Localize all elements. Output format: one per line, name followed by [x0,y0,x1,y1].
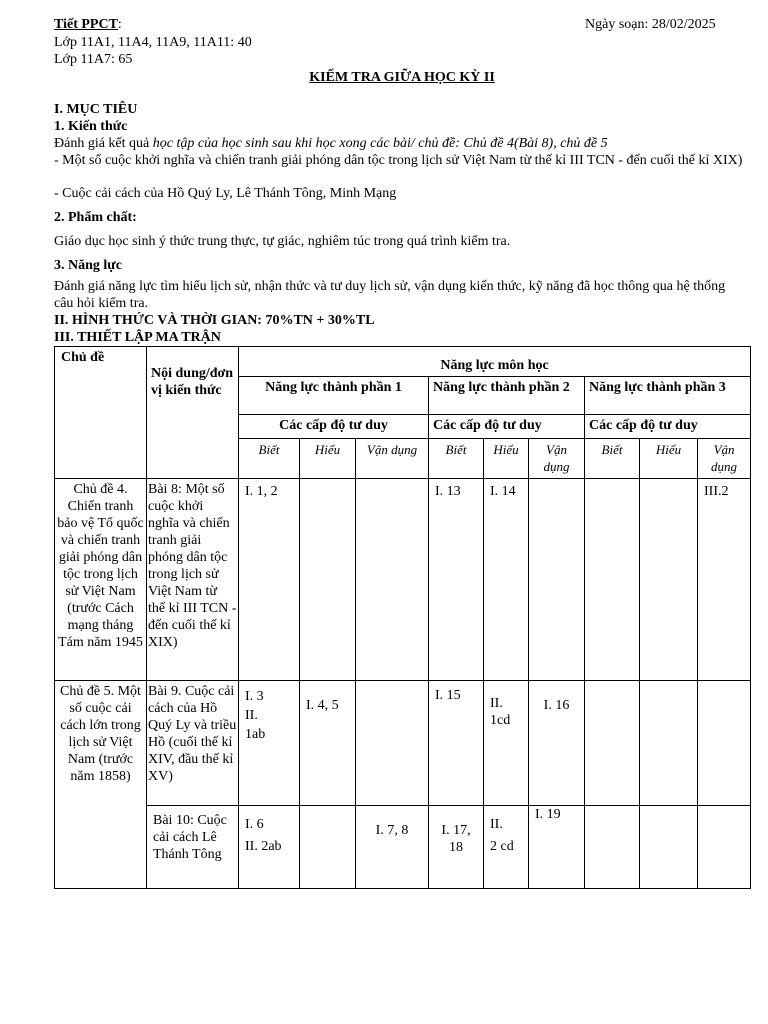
table-row [55,479,751,681]
c2-understand-cell [484,806,529,889]
level-apply-2: Vận dụng [529,439,585,479]
component-3-header: Năng lực thành phần 3 [585,377,751,415]
c2-apply-cell: I. 16 [529,681,585,806]
knowledge-intro-plain: Đánh giá kết quả [54,136,153,151]
header-row-1 [55,347,751,377]
c2-know-cell: I. 13 [429,479,484,681]
level-apply-1: Vận dụng [356,439,429,479]
level-know-2: Biết [429,439,484,479]
format-heading: II. HÌNH THỨC VÀ THỜI GIAN: 70%TN + 30%TL [54,313,375,328]
c3-know-cell [585,479,640,681]
c1-understand-cell: I. 4, 5 [300,681,356,806]
knowledge-item-2: - Cuộc cải cách của Hồ Quý Ly, Lê Thánh Tông, Minh Mạng [54,186,397,201]
c3-apply-cell [698,681,751,806]
level-apply-3: Vận dụng [698,439,751,479]
c1-know-cell [239,681,300,806]
c1-apply-cell: I. 7, 8 [356,806,429,889]
qualities-heading: 2. Phẩm chất: [54,210,137,225]
matrix-heading: III. THIẾT LẬP MA TRẬN [54,330,221,345]
levels-1-header: Các cấp độ tư duy [239,415,429,439]
col-competence-header: Năng lực môn học [239,347,751,377]
component-2-header: Năng lực thành phần 2 [429,377,585,415]
c1-understand-cell [300,806,356,889]
competence-text: Đánh giá năng lực tìm hiểu lịch sử, nhận thức và tư duy lịch sử, vận dụng kiến thức, kỹ năng đã học thông qua hệ thống câu hỏi kiểm tra. [54,279,726,311]
c1-apply-cell [356,681,429,806]
c2-understand-cell [484,681,529,806]
c2-know-cell: I. 17, 18 [429,806,484,889]
topic-cell: Chủ đề 5. Một số cuộc cải cách lớn trong lịch sử Việt Nam (trước năm 1858) [55,681,147,889]
lesson-cell: Bài 9. Cuộc cải cách của Hồ Quý Ly và triều Hồ (cuối thế kỉ XIV, đầu thế kỉ XV) [147,681,239,806]
lesson-cell: Bài 10: Cuộc cải cách Lê Thánh Tông [147,806,239,889]
c2-understand-line-1: II. [490,696,503,711]
c3-understand-cell [640,681,698,806]
col-content-header: Nội dung/đơn vị kiến thức [147,347,239,479]
c3-apply-cell: III.2 [698,479,751,681]
document-title: KIỂM TRA GIỮA HỌC KỲ II [309,70,495,85]
prep-date: Ngày soạn: 28/02/2025 [585,17,716,32]
topic-cell: Chủ đề 4. Chiến tranh bảo vệ Tổ quốc và chiến tranh giải phóng dân tộc trong lịch sử Việt Nam (trước Cách mạng tháng Tám năm 1945 [55,479,147,681]
c1-know-line-1: I. 6 [245,817,264,832]
class-line-1: Lớp 11A1, 11A4, 11A9, 11A11: 40 [54,35,252,50]
c2-know-cell: I. 15 [429,681,484,806]
class-line-2: Lớp 11A7: 65 [54,52,133,67]
knowledge-intro-italic: học tập của học sinh sau khi học xong các bài/ chủ đề: Chủ đề 4(Bài 8), chủ đề 5 [152,136,608,151]
c2-understand-cell: I. 14 [484,479,529,681]
level-understand-3: Hiểu [640,439,698,479]
competence-heading: 3. Năng lực [54,258,122,273]
period-line: Tiết PPCT: [54,17,122,32]
c3-know-cell [585,681,640,806]
c1-know-line-2: II. [245,708,258,723]
table-row [55,806,751,889]
lesson-cell: Bài 8: Một số cuộc khởi nghĩa và chiến tranh giải phóng dân tộc trong lịch sử Việt Nam từ thế kỉ III TCN - đến cuối thế kỉ XIX) [147,479,239,681]
knowledge-item-1: - Một số cuộc khởi nghĩa và chiến tranh giải phóng dân tộc trong lịch sử Việt Nam từ thế kỉ III TCN - đến cuối thế kỉ XIX) [54,153,743,168]
c2-understand-line-2: 1cd [490,713,511,728]
c1-apply-cell [356,479,429,681]
col-topic-header: Chủ đề [55,347,147,479]
knowledge-intro [54,135,608,152]
qualities-text: Giáo dục học sinh ý thức trung thực, tự giác, nghiêm túc trong quá trình kiểm tra. [54,234,511,249]
c1-understand-cell [300,479,356,681]
component-1-header: Năng lực thành phần 1 [239,377,429,415]
c2-understand-line-1: II. [490,817,503,832]
level-understand-1: Hiểu [300,439,356,479]
c3-apply-cell [698,806,751,889]
c1-know-line-3: 1ab [245,727,266,742]
c3-understand-cell [640,806,698,889]
c1-know-cell: I. 1, 2 [239,479,300,681]
level-know-1: Biết [239,439,300,479]
c3-know-cell [585,806,640,889]
levels-3-header: Các cấp độ tư duy [585,415,751,439]
level-know-3: Biết [585,439,640,479]
period-label: Tiết PPCT [54,17,118,32]
c2-apply-cell [529,479,585,681]
c2-apply-cell: I. 19 [529,806,585,889]
table-row [55,681,751,806]
c1-know-cell [239,806,300,889]
objectives-heading: I. MỤC TIÊU [54,102,138,117]
levels-2-header: Các cấp độ tư duy [429,415,585,439]
c1-know-line-1: I. 3 [245,689,264,704]
c1-know-line-2: II. 2ab [245,839,282,854]
c2-understand-line-2: 2 cd [490,839,514,854]
knowledge-heading: 1. Kiến thức [54,119,128,134]
level-understand-2: Hiểu [484,439,529,479]
c3-understand-cell [640,479,698,681]
matrix-table [54,346,751,889]
